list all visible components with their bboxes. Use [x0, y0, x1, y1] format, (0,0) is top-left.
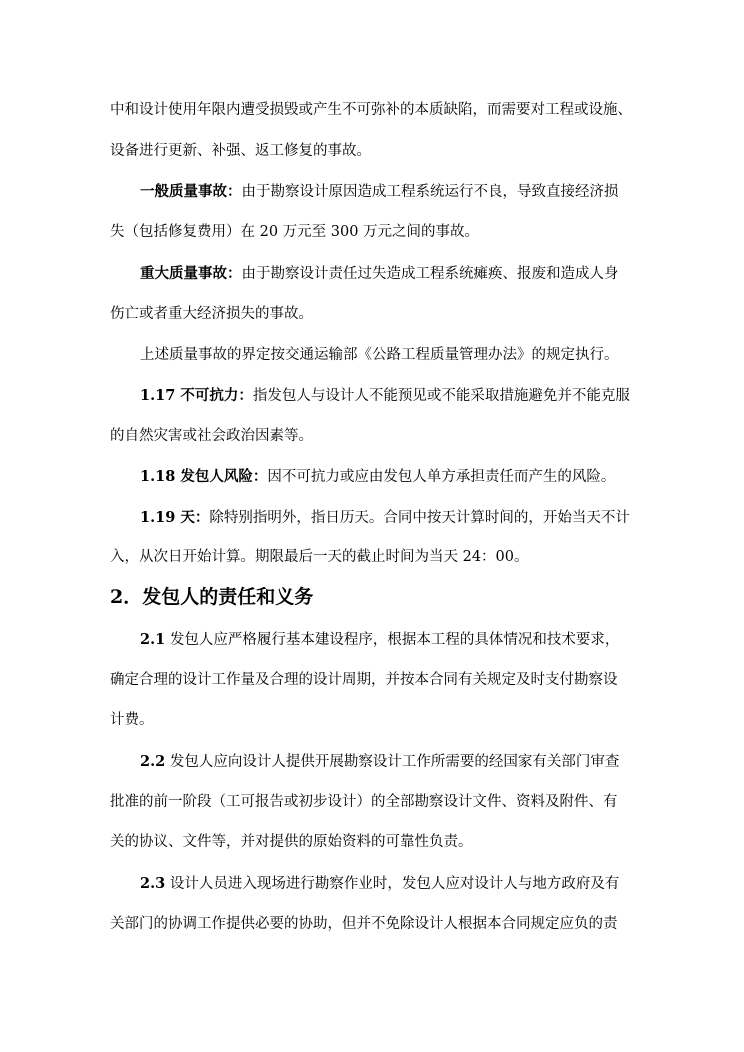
- clause-number: 2.2: [140, 753, 166, 770]
- paragraph-line: 关部门的协调工作提供必要的协助，但并不免除设计人根据本合同规定应负的责: [110, 916, 618, 932]
- section-heading: 2．发包人的责任和义务: [110, 586, 314, 608]
- paragraph-line: 1.18 发包人风险：因不可抗力或应由发包人单方承担责任而产生的风险。: [140, 468, 616, 485]
- paragraph-line: 上述质量事故的界定按交通运输部《公路工程质量管理办法》的规定执行。: [140, 347, 619, 363]
- clause-number: 2.1: [140, 631, 166, 648]
- paragraph-line: 的自然灾害或社会政治因素等。: [110, 428, 313, 444]
- paragraph-line: 一般质量事故：由于勘察设计原因造成工程系统运行不良，导致直接经济损: [140, 183, 619, 200]
- term-label: 重大质量事故：: [140, 265, 242, 282]
- term-label: 一般质量事故：: [140, 183, 242, 200]
- paragraph-line: 关的协议、文件等，并对提供的原始资料的可靠性负责。: [110, 834, 473, 850]
- paragraph-line: 入，从次日开始计算。期限最后一天的截止时间为当天 24：00。: [110, 549, 529, 565]
- paragraph-line: 2.3 设计人员进入现场进行勘察作业时，发包人应对设计人与地方政府及有: [140, 875, 620, 892]
- term-label: 1.17 不可抗力：: [140, 387, 253, 404]
- paragraph-line: 2.2 发包人应向设计人提供开展勘察设计工作所需要的经国家有关部门审查: [140, 753, 620, 770]
- paragraph-line: 中和设计使用年限内遭受损毁或产生不可弥补的本质缺陷，而需要对工程或设施、: [110, 102, 632, 118]
- paragraph-line: 伤亡或者重大经济损失的事故。: [110, 306, 313, 322]
- term-label: 1.18 发包人风险：: [140, 468, 268, 485]
- clause-number: 2.3: [140, 875, 166, 892]
- paragraph-line: 确定合理的设计工作量及合理的设计周期，并按本合同有关规定及时支付勘察设: [110, 672, 618, 688]
- paragraph-line: 计费。: [110, 712, 154, 728]
- paragraph-line: 2.1 发包人应严格履行基本建设程序，根据本工程的具体情况和技术要求，: [140, 631, 620, 648]
- paragraph-line: 批准的前一阶段（工可报告或初步设计）的全部勘察设计文件、资料及附件、有: [110, 794, 618, 810]
- paragraph-line: 设备进行更新、补强、返工修复的事故。: [110, 143, 371, 159]
- paragraph-line: 1.17 不可抗力：指发包人与设计人不能预见或不能采取措施避免并不能克服: [140, 387, 630, 404]
- paragraph-line: 重大质量事故：由于勘察设计责任过失造成工程系统瘫痪、报废和造成人身: [140, 265, 619, 282]
- paragraph-line: 1.19 天：除特别指明外，指日历天。合同中按天计算时间的，开始当天不计: [140, 509, 630, 526]
- term-label: 1.19 天：: [140, 509, 210, 526]
- paragraph-line: 失（包括修复费用）在 20 万元至 300 万元之间的事故。: [110, 224, 480, 240]
